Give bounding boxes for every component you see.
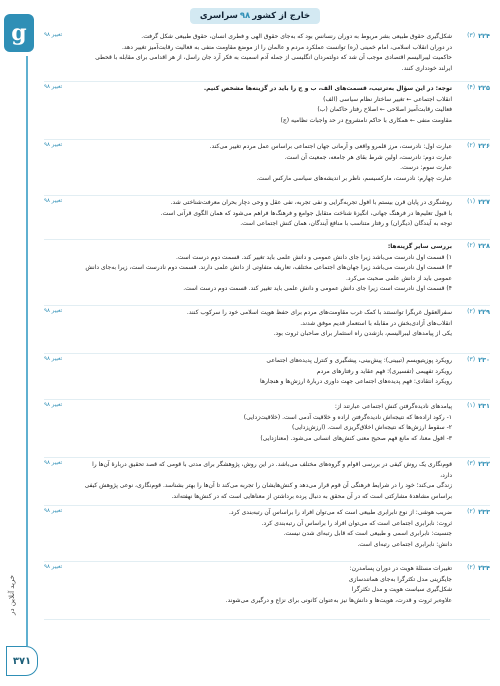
publisher-logo — [4, 14, 34, 52]
answer-row — [44, 198, 490, 230]
answer-row — [44, 356, 490, 388]
question-number-box — [452, 242, 490, 250]
answer-line: براساس مشاهدهٔ مشارکتی است که در آن محقق به دنبال پرده برداشتن از معناهایی است که در کنش‌ها نهفته‌اند. — [171, 492, 452, 500]
question-number-box — [452, 198, 490, 206]
answer-item — [44, 354, 490, 400]
answer-line: شکل‌گیری حقوق طبیعی بشر مربوط به دوران رنسانس بود که به‌جای حقوق الهی و فطری انسان، حقوق طبیعی شکل گرفت. — [141, 33, 452, 40]
question-number-box — [452, 308, 490, 316]
answer-text — [44, 564, 452, 606]
answer-line: ثروت: نابرابری اجتماعی است که می‌توان افراد را براساس آن رتبه‌بندی کرد. — [261, 519, 452, 527]
answer-text — [44, 356, 452, 388]
answer-item — [44, 562, 490, 620]
answer-line: علاوه‌بر ثروت و قدرت، هویت‌ها و دانش‌ها نیز به‌عنوان کانونی برای نزاع و درگیری می‌شوند. — [225, 596, 452, 604]
answer-line: عبارت اول: نادرست، مرز قلمرو واقعی و آرمانی جهان اجتماعی براساس عمل مردم تغییر می‌کند. — [209, 143, 452, 150]
answer-item — [44, 458, 490, 506]
answer-line: سفرالعقول غربگرا توانستند با کمک غرب مقاومت‌های مردم برای حفظ هویت اسلامی خود را سرکوب کنند. — [186, 309, 452, 316]
answer-item — [44, 506, 490, 562]
answer-line: عبارت سوم: درست. — [400, 164, 452, 171]
answer-text — [44, 32, 452, 74]
answer-line: رویکرد تفهیمی (تفسیری): فهم عقاید و رفتارهای مردم — [316, 367, 452, 375]
change-tag: تغییر ۹۸ — [44, 356, 63, 362]
answer-line: جایگزینی مدل تکثرگرا به‌جای همانندسازی — [348, 575, 452, 583]
page-title — [190, 8, 320, 24]
answer-line: فعالیت رقابت‌آمیز اصلاحی ← اصلاح رفتار حاکمان (ب) — [317, 106, 452, 113]
answer-option: (۲) — [467, 142, 476, 149]
answer-row — [44, 460, 490, 502]
page-number: ۳۷۱ — [6, 646, 38, 676]
left-margin — [0, 0, 40, 686]
change-tag: تغییر ۹۸ — [44, 84, 63, 90]
question-number: ۲۲۵ — [478, 84, 490, 92]
question-number-box — [452, 356, 490, 364]
answer-line: توجه: در این سؤال به‌ترتیب، قسمت‌های الف، ب و ج را باید در گزینه‌ها مشخص کنیم. — [203, 85, 452, 92]
answer-option: (۳) — [467, 356, 476, 363]
answer-line: پیامدهای نادیده‌گرفتن کنش اجتماعی عبارتند از: — [334, 403, 452, 410]
question-number-box — [452, 508, 490, 516]
answer-line: انقلاب‌های آزادی‌بخش در مقابله با استعمار قدیم موفق شدند. — [300, 319, 452, 327]
answer-line: تغییرات مسئلهٔ هویت در دوران پسامدرن: — [349, 565, 452, 572]
answer-line: شکل‌گیری سیاست هویت و مدل تکثرگرا — [351, 586, 452, 593]
answer-line: حاکمیت لیبرالیسم اقتصادی موجب آن شد که دولتمردان انگلیسی از جمله آدم اسمیت به فکر آرد جان راسل، از هر اقدامی برای مقابله با قحطی ایرلند خودداری کنند. — [95, 54, 452, 72]
answer-option: (۲) — [467, 564, 476, 571]
question-number-box — [452, 460, 490, 468]
question-number-box — [452, 402, 490, 410]
answer-text — [44, 508, 452, 550]
answer-line: رویکرد پوزیتیویسم (تبیینی): پیش‌بینی، پیشگیری و کنترل پدیده‌های اجتماعی — [266, 357, 452, 364]
answer-line: ۴) قسمت اول نادرست است زیرا جای دانش عمومی و دانش علمی باید تغییر کند. قسمت دوم درست است. — [183, 285, 452, 292]
answer-item — [44, 240, 490, 306]
answer-row — [44, 564, 490, 606]
answer-line: ۱) قسمت اول نادرست می‌باشد زیرا جای دانش عمومی و دانش علمی باید تغییر کند. قسمت دوم درست است. — [175, 253, 452, 261]
answer-line: بررسی سایر گزینه‌ها: — [387, 243, 452, 250]
question-number: ۲۲۷ — [478, 198, 490, 206]
answer-line: عبارت چهارم: نادرست، مارکسیسم، ناظر بر اندیشه‌های سیاسی مارکس است. — [256, 174, 452, 182]
answer-item — [44, 30, 490, 82]
answer-option: (۱) — [467, 198, 476, 205]
answer-row — [44, 32, 490, 74]
change-tag: تغییر ۹۸ — [44, 508, 63, 514]
answer-line: روشنگری در پایان قرن بیستم با افول تجربه‌گرایی و نفی تجربه، نفی عقل و وحی دچار بحران معرفت‌شناختی شد. — [170, 199, 452, 206]
answer-option: (۲) — [467, 308, 476, 315]
question-number: ۲۲۹ — [478, 308, 490, 316]
answer-item — [44, 82, 490, 140]
answer-item — [44, 140, 490, 196]
answers-list — [44, 30, 490, 620]
answer-option: (۲) — [467, 242, 476, 249]
answer-row — [44, 402, 490, 444]
answer-text — [44, 402, 452, 444]
change-tag: تغییر ۹۸ — [44, 402, 63, 408]
question-number: ۲۳۰ — [478, 356, 490, 364]
vertical-caption: خرید آنلاین در — [8, 574, 16, 615]
title-pre: سراسری — [199, 11, 238, 21]
answer-text — [44, 308, 452, 340]
answer-option: (۳) — [467, 460, 476, 467]
question-number-box — [452, 564, 490, 572]
answer-line: ضریب هوشی: از نوع نابرابری طبیعی است که می‌توان افراد را براساس آن رتبه‌بندی کرد. — [228, 509, 452, 516]
question-number: ۲۲۴ — [478, 32, 490, 40]
answer-row — [44, 308, 490, 340]
answer-item — [44, 400, 490, 458]
question-number: ۲۳۱ — [478, 402, 490, 410]
answer-line: عبارت دوم: نادرست، اولین شرط بقای هر جامعه، جمعیت آن است. — [284, 153, 452, 161]
answer-line: قوم‌نگاری یک روش کیفی در بررسی اقوام و گروه‌های مختلف می‌باشد. در این روش، پژوهشگر برای مدتی با قومی که قصد تحقیق دربارهٔ آن‌ها را دارد، — [92, 461, 452, 479]
answer-line: جنسیت: نابرابری اسمی و طبیعی است که قابل رتبه‌ای شدن نیست. — [283, 530, 452, 537]
question-number: ۲۲۶ — [478, 142, 490, 150]
answer-line: دانش: نابرابری اجتماعی رتبه‌ای است. — [357, 540, 452, 548]
answer-row — [44, 242, 490, 295]
question-number: ۲۳۳ — [478, 508, 490, 516]
answer-option: (۴) — [467, 84, 476, 91]
answer-item — [44, 306, 490, 354]
answer-line: ۳) قسمت اول نادرست می‌باشد زیرا جهان‌های اجتماعی مختلف، تعاریف متفاوتی از دانش علمی دارند. قسمت دوم نادرست است، زیرا به‌جای دانش — [85, 264, 452, 271]
logo-letter: g — [11, 20, 27, 46]
question-number-box — [452, 142, 490, 150]
answer-line: یکی از پیامدهای لیبرالیسم، بازشدن راه استثمار برای صاحبان ثروت بود. — [273, 330, 452, 337]
answer-option: (۳) — [467, 32, 476, 39]
answer-line: ۱- رکود اراده‌ها که نتیجه‌اش نادیده‌گرفتن اراده و خلاقیت آدمی است. (خلاقیت‌زدایی) — [243, 413, 452, 421]
change-tag: تغییر ۹۸ — [44, 198, 63, 204]
answer-option: (۱) — [467, 402, 476, 409]
title-year: ۹۸ — [239, 11, 251, 21]
answer-line: انقلاب اجتماعی ← تغییر ساختار نظام سیاسی (الف) — [323, 95, 452, 103]
answer-line: ۲- سقوط ارزش‌ها که نتیجه‌اش اخلاق‌گریزی است. (ارزش‌زدایی) — [291, 424, 452, 431]
margin-divider — [26, 56, 28, 646]
question-number: ۲۳۲ — [478, 460, 490, 468]
answer-text — [44, 84, 452, 126]
answer-row — [44, 84, 490, 126]
answer-option: (۲) — [467, 508, 476, 515]
question-number: ۲۳۴ — [478, 564, 490, 572]
answer-text — [44, 460, 452, 502]
change-tag: تغییر ۹۸ — [44, 142, 63, 148]
answer-text — [44, 198, 452, 230]
answer-text — [44, 142, 452, 184]
change-tag: تغییر ۹۸ — [44, 308, 63, 314]
change-tag: تغییر ۹۸ — [44, 32, 63, 38]
answer-line: عمومی باید از دانش علمی صحبت می‌کرد. — [345, 274, 452, 282]
answer-item — [44, 196, 490, 240]
question-number: ۲۲۸ — [478, 242, 490, 250]
change-tag: تغییر ۹۸ — [44, 460, 63, 466]
answer-line: رویکرد انتقادی: فهم پدیده‌های اجتماعی جهت داوری دربارهٔ ارزش‌ها و هنجارها — [260, 378, 452, 385]
change-tag: تغییر ۹۸ — [44, 564, 63, 570]
answer-line: مقاومت منفی ← همکاری با حاکم نامشروع در حد واجبات نظامیه (ج) — [280, 116, 452, 124]
answer-row — [44, 142, 490, 184]
answer-line: در دوران انقلاب اسلامی، امام خمینی (ره) توانست عملکرد مردم و عالمان را از موضع مقاومت منفی به فعالیت رقابت‌آمیز تغییر دهد. — [122, 43, 452, 51]
question-number-box — [452, 84, 490, 92]
title-post: خارج از کشور — [252, 11, 311, 21]
answer-line: زندگی می‌کند؛ خود را در شرایط فرهنگی آن قوم قرار می‌دهد و کنش‌هایشان را تجربه می‌کند تا آن‌ها را بهتر بشناسد. قوم‌نگاری، نوعی پژوهش کیفی — [84, 482, 452, 489]
answer-line: با قبول تعلیم‌ها در فرهنگ جهانی، انگیزهٔ شناخت متقابل جوامع و فرهنگ‌ها فراهم می‌شود که همان الگوی قرآنی است. — [160, 209, 452, 217]
answer-row — [44, 508, 490, 550]
answer-line: ۳- افول معنا، که مانع فهم صحیح معنی کنش‌های انسانی می‌شود. (معنازدایی) — [260, 434, 452, 442]
answer-line: توجه به آیندگان (دیگران) و رفتار متناسب با منافع آیندگان، همان کنش اجتماعی است. — [240, 220, 452, 227]
answer-text — [44, 242, 452, 295]
question-number-box — [452, 32, 490, 40]
